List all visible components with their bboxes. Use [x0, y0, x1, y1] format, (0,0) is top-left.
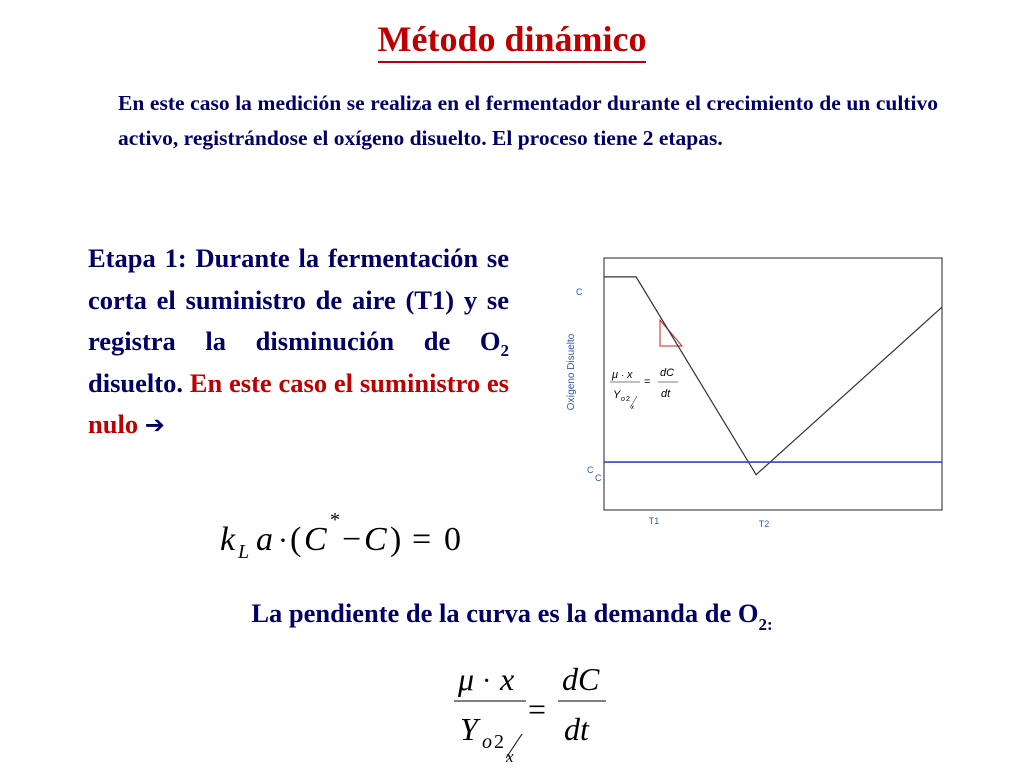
eq2-dc: dC — [562, 661, 600, 697]
inset-dc: dC — [660, 367, 675, 379]
eq2-two: 2 — [494, 731, 504, 753]
slope-text: La pendiente de la curva es la demanda de O — [251, 598, 759, 628]
chart-x-tick-t1: T1 — [648, 516, 660, 526]
eq2-y: Y — [460, 711, 478, 747]
stage-text-a: Etapa 1: Durante la fermentación se corta el suministro de aire (T1) y se registra la disminución de O — [88, 243, 509, 356]
stage-subscript: 2 — [500, 341, 509, 360]
eq1-close-paren: ) — [390, 521, 402, 558]
eq1-dot: · — [278, 524, 288, 557]
eq2-mu: μ — [458, 661, 475, 697]
slope-statement — [0, 598, 1024, 634]
eq1-k-sub: L — [238, 541, 250, 563]
page-title-text: Método dinámico — [378, 19, 647, 63]
chart-y-axis-label: Oxígeno Disuelto — [566, 333, 577, 411]
eq2-x: x — [500, 661, 515, 697]
stage-text-b: disuelto. — [88, 367, 190, 398]
inset-y: Y — [613, 389, 621, 401]
chart-y-tick-c-lower: C — [587, 465, 594, 475]
inset-o: o — [621, 396, 625, 403]
inset-dt: dt — [661, 388, 671, 400]
inset-dot: · — [621, 370, 625, 381]
eq2-x-sub: x — [506, 747, 514, 766]
chart-y-tick-c-top: C — [576, 287, 583, 297]
page-title — [0, 18, 1024, 60]
inset-x: x — [627, 369, 633, 381]
chart-plot-frame — [604, 258, 942, 510]
inset-two: 2 — [626, 396, 630, 403]
dissolved-oxygen-chart — [560, 248, 960, 538]
eq1-k: k — [220, 521, 236, 558]
eq2-dt: dt — [564, 711, 589, 747]
eq2-equals: = — [528, 691, 547, 727]
equation-oxygen-demand — [448, 658, 618, 768]
inset-equals: = — [644, 376, 651, 388]
stage-text-red: En este caso el suministro es nulo — [88, 367, 509, 439]
eq1-zero: 0 — [444, 521, 461, 558]
eq1-a: a — [256, 521, 273, 558]
eq1-open-paren: ( — [290, 521, 302, 558]
eq1-c: C — [364, 521, 387, 558]
slope-subscript: 2: — [758, 615, 773, 634]
equation-zero-supply — [218, 506, 482, 566]
eq1-c-star-base: C — [304, 521, 327, 558]
inset-mu: μ — [612, 369, 619, 381]
right-arrow-icon: ➔ — [144, 411, 165, 439]
stage-1-paragraph — [88, 238, 509, 447]
eq1-minus: − — [342, 521, 362, 558]
eq2-dot: · — [482, 666, 492, 697]
eq1-equals: = — [412, 521, 432, 558]
chart-y-tick-c-lower-sub: C — [595, 473, 602, 483]
eq2-o: o — [482, 731, 492, 753]
inset-x-sub: x — [631, 405, 634, 411]
intro-paragraph: En este caso la medición se realiza en el fermentador durante el crecimiento de un cultivo activo, registrándose el oxígeno disuelto. El proceso tiene 2 etapas. — [118, 91, 938, 150]
chart-x-tick-t2: T2 — [758, 519, 770, 529]
eq1-star: * — [330, 509, 340, 531]
